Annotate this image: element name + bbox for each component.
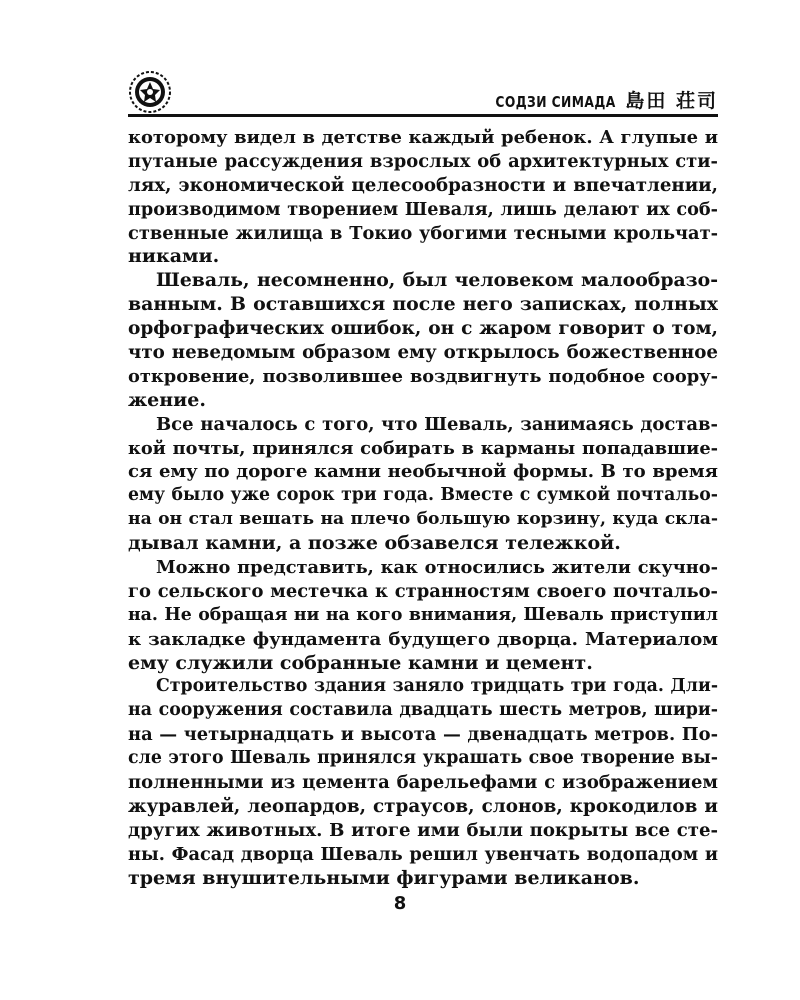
page-number: 8 [393, 893, 407, 914]
text-line: которому видел в детстве каждый ребенок. А глупые и [128, 127, 718, 148]
text-line: откровение, позволившее воздвигнуть подобное соору- [128, 365, 718, 387]
text-line: ему было уже сорок три года. Вместе с сумкой почтальо- [128, 485, 718, 506]
text-line: го сельского местечка к странностям своего почтальо- [128, 580, 718, 602]
text-line: Можно представить, как относились жители скучно- [156, 557, 718, 579]
text-line: журавлей, леопардов, страусов, слонов, крокодилов и [128, 795, 718, 817]
text-line: путаные рассуждения взрослых об архитектурных сти- [128, 150, 718, 172]
text-line: никами. [128, 245, 220, 268]
publisher-emblem-icon [128, 70, 172, 114]
header-rule [128, 114, 718, 117]
text-line: ны. Фасад дворца Шеваль решил увенчать водопадом и [128, 843, 718, 865]
text-line: Строительство здания заняло тридцать три года. Дли- [156, 676, 718, 697]
text-line: лях, экономической целесообразности и впечатлении, [128, 174, 718, 196]
text-line: тремя внушительными фигурами великанов. [128, 866, 640, 889]
text-line: производимом творением Шеваля, лишь делают их соб- [128, 198, 718, 220]
text-line: на. Не обращая ни на кого внимания, Шеваль приступил [128, 604, 718, 625]
text-line: кой почты, принялся собирать в карманы попадавшие- [128, 437, 718, 459]
body-text [128, 126, 718, 891]
text-line: к закладке фундамента будущего дворца. Материалом [128, 628, 718, 650]
text-line: орфографических ошибок, он с жаром говорит о том, [128, 318, 718, 340]
text-line: дывал камни, а позже обзавелся тележкой. [128, 532, 621, 555]
text-line: на он стал вешать на плечо большую корзину, куда скла- [128, 509, 718, 530]
text-line: ванным. В оставшихся после него записках, полных [128, 293, 718, 316]
text-line: других животных. В итоге ими были покрыты все сте- [128, 819, 718, 841]
text-line: Все началось с того, что Шеваль, занимаясь достав- [156, 413, 718, 435]
text-line: что неведомым образом ему открылось божественное [128, 342, 718, 364]
text-line: на сооружения составила двадцать шесть метров, шири- [128, 700, 718, 721]
text-line: ся ему по дороге камни необычной формы. В то время [128, 461, 718, 483]
text-line: Шеваль, несомненно, был человеком малообразо- [156, 269, 718, 292]
text-line: полненными из цемента барельефами с изображением [128, 772, 718, 794]
text-line: сле этого Шеваль принялся украшать свое творение вы- [128, 748, 718, 769]
author-name-russian: СОДЗИ СИМАДА [495, 93, 616, 111]
author-name-japanese: 島田 荘司 [625, 90, 718, 112]
text-line: на — четырнадцать и высота — двенадцать метров. По- [128, 724, 718, 746]
running-head [469, 86, 718, 113]
text-line: ему служили собранные камни и цемент. [128, 651, 593, 674]
page-header [128, 70, 718, 120]
text-line: ственные жилища в Токио убогими тесными крольчат- [128, 222, 718, 244]
text-line: жение. [128, 388, 206, 411]
